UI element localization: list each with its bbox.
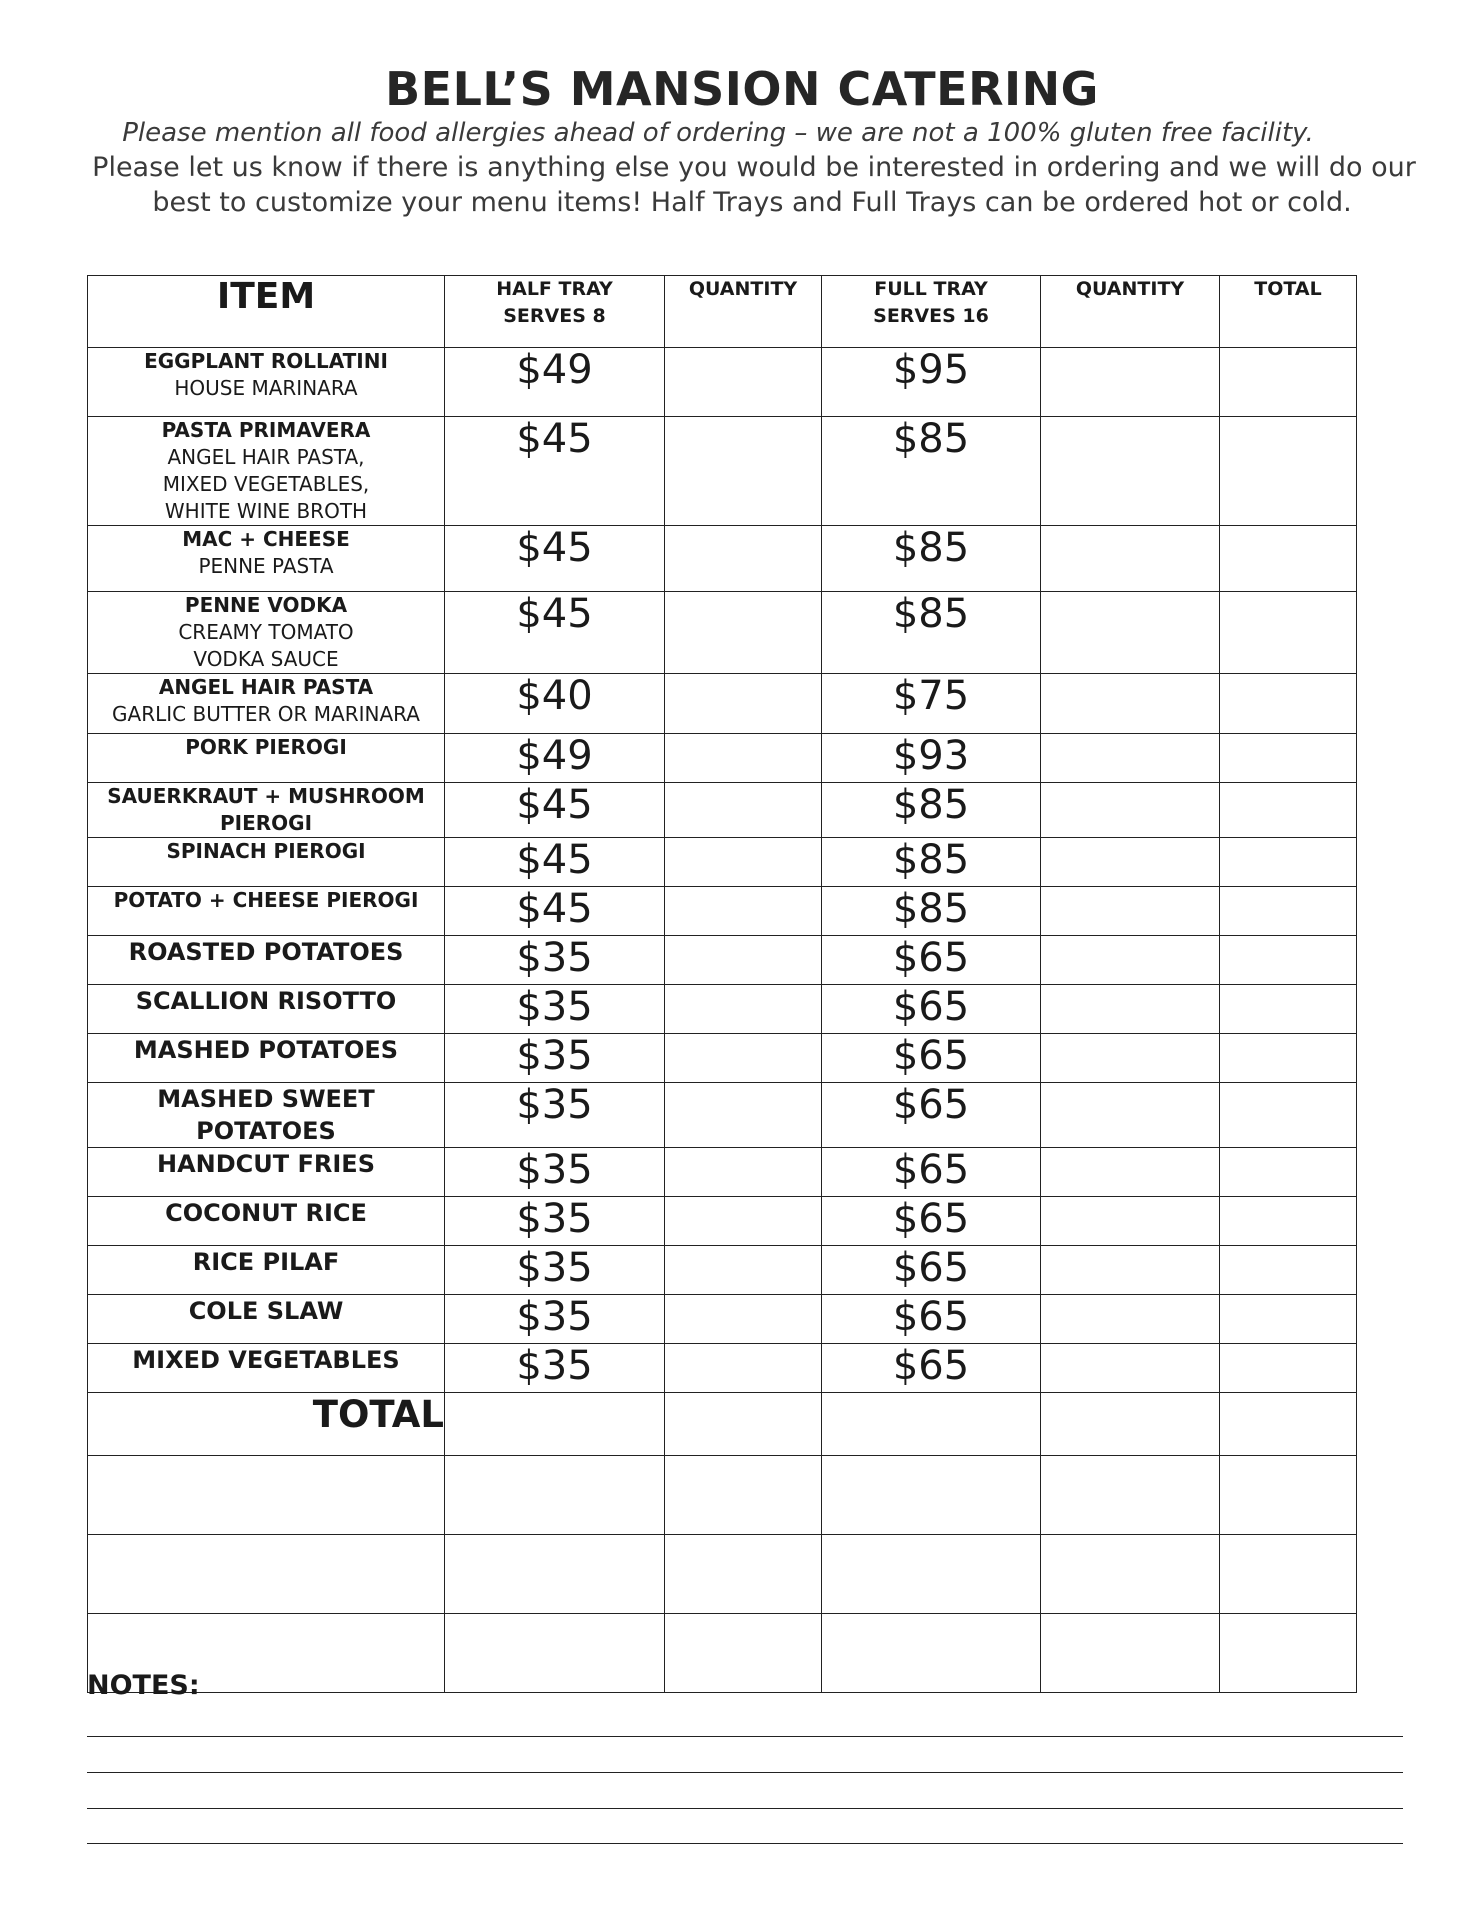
row-total-cell[interactable] [1220,734,1357,783]
half-tray-price: $35 [445,1246,665,1295]
item-cell [88,1034,445,1083]
half-tray-serves: SERVES 8 [503,305,606,327]
blank-cell[interactable] [1041,1614,1220,1693]
full-tray-price: $65 [822,1246,1041,1295]
item-description: VODKA SAUCE [193,647,339,671]
half-tray-quantity-cell[interactable] [665,348,822,417]
row-total-cell[interactable] [1220,417,1357,526]
item-description: ANGEL HAIR PASTA, [167,445,365,469]
row-total-cell[interactable] [1220,1148,1357,1197]
half-tray-quantity-cell[interactable] [665,1148,822,1197]
item-name: COCONUT RICE [165,1199,367,1227]
table-row [88,1344,1357,1393]
column-header-total: TOTAL [1220,276,1357,348]
half-tray-price: $35 [445,1148,665,1197]
item-cell [88,1083,445,1148]
full-tray-price: $85 [822,526,1041,592]
row-total-cell[interactable] [1220,1344,1357,1393]
table-row [88,1295,1357,1344]
blank-cell[interactable] [1220,1614,1357,1693]
half-tray-price: $35 [445,1295,665,1344]
item-cell [88,936,445,985]
row-total-cell[interactable] [1220,936,1357,985]
table-row [88,348,1357,417]
full-tray-quantity-cell[interactable] [1041,1083,1220,1148]
full-tray-quantity-cell[interactable] [1041,838,1220,887]
item-name: RICE PILAF [192,1248,340,1276]
item-description: MIXED VEGETABLES, [162,472,370,496]
table-row [88,1197,1357,1246]
item-cell [88,734,445,783]
item-cell [88,1197,445,1246]
table-row [88,985,1357,1034]
half-tray-quantity-cell[interactable] [665,674,822,734]
half-tray-quantity-cell[interactable] [665,526,822,592]
item-cell [88,838,445,887]
blank-cell[interactable] [88,1456,445,1535]
half-tray-price: $45 [445,838,665,887]
item-name: ROASTED POTATOES [128,938,404,966]
row-total-cell[interactable] [1220,1034,1357,1083]
item-cell [88,526,445,592]
half-tray-price: $35 [445,1034,665,1083]
item-cell [88,1295,445,1344]
item-name: PENNE VODKA [184,593,348,617]
total-quantity-full-cell[interactable] [1041,1393,1220,1456]
blank-cell[interactable] [88,1535,445,1614]
full-tray-quantity-cell[interactable] [1041,1197,1220,1246]
item-name: MASHED POTATOES [133,1036,399,1064]
page-title: BELL’S MANSION CATERING [385,62,1099,116]
notes-label: NOTES: [87,1670,200,1701]
full-tray-label: FULL TRAY [874,278,988,300]
item-cell [88,1344,445,1393]
full-tray-price: $85 [822,887,1041,936]
half-tray-quantity-cell[interactable] [665,1246,822,1295]
half-tray-quantity-cell[interactable] [665,1197,822,1246]
notes-line[interactable] [87,1772,1403,1773]
item-name: MIXED VEGETABLES [132,1346,400,1374]
row-total-cell[interactable] [1220,985,1357,1034]
item-cell [88,348,445,417]
table-row [88,1148,1357,1197]
item-cell [88,592,445,674]
full-tray-price: $85 [822,783,1041,838]
blank-row [88,1456,1357,1535]
column-header-half-tray [445,276,665,348]
row-total-cell[interactable] [1220,1197,1357,1246]
half-tray-quantity-cell[interactable] [665,734,822,783]
table-row [88,674,1357,734]
full-tray-price: $65 [822,1344,1041,1393]
total-total-cell[interactable] [1220,1393,1357,1456]
blank-cell[interactable] [1220,1535,1357,1614]
half-tray-price: $45 [445,526,665,592]
row-total-cell[interactable] [1220,1246,1357,1295]
full-tray-quantity-cell[interactable] [1041,1034,1220,1083]
half-tray-quantity-cell[interactable] [665,1083,822,1148]
row-total-cell[interactable] [1220,887,1357,936]
order-table [87,275,1357,1693]
full-tray-price: $75 [822,674,1041,734]
full-tray-quantity-cell[interactable] [1041,1344,1220,1393]
half-tray-quantity-cell[interactable] [665,838,822,887]
blank-cell[interactable] [665,1456,822,1535]
item-description: WHITE WINE BROTH [164,499,368,523]
full-tray-quantity-cell[interactable] [1041,417,1220,526]
table-header-row [88,276,1357,348]
blank-cell[interactable] [1041,1456,1220,1535]
item-cell [88,674,445,734]
column-header-item: ITEM [88,276,445,348]
full-tray-quantity-cell[interactable] [1041,674,1220,734]
table-row [88,526,1357,592]
total-quantity-half-cell[interactable] [665,1393,822,1456]
half-tray-quantity-cell[interactable] [665,1344,822,1393]
item-name: EGGPLANT ROLLATINI [144,349,388,373]
item-cell [88,417,445,526]
custom-note-line-1: Please let us know if there is anything else you would be interested in ordering and we will do our [92,152,1416,183]
item-name: HANDCUT FRIES [157,1150,375,1178]
row-total-cell[interactable] [1220,348,1357,417]
full-tray-price: $95 [822,348,1041,417]
full-tray-price: $65 [822,1295,1041,1344]
item-description: GARLIC BUTTER OR MARINARA [112,702,420,726]
row-total-cell[interactable] [1220,592,1357,674]
row-total-cell[interactable] [1220,1295,1357,1344]
full-tray-quantity-cell[interactable] [1041,592,1220,674]
item-name: ANGEL HAIR PASTA [158,675,374,699]
table-row [88,1246,1357,1295]
half-tray-price: $35 [445,985,665,1034]
total-half-cell[interactable] [445,1393,665,1456]
item-cell [88,887,445,936]
item-name: SPINACH PIEROGI [166,839,366,863]
half-tray-price: $45 [445,887,665,936]
full-tray-price: $93 [822,734,1041,783]
full-tray-quantity-cell[interactable] [1041,1246,1220,1295]
table-row [88,783,1357,838]
allergy-note: Please mention all food allergies ahead of ordering – we are not a 100% gluten free facility. [122,118,1314,148]
blank-row [88,1535,1357,1614]
item-description: HOUSE MARINARA [174,376,358,400]
half-tray-price: $49 [445,348,665,417]
blank-cell[interactable] [445,1614,665,1693]
full-tray-serves: SERVES 16 [873,305,989,327]
half-tray-price: $45 [445,783,665,838]
full-tray-price: $85 [822,592,1041,674]
half-tray-quantity-cell[interactable] [665,936,822,985]
table-row [88,1083,1357,1148]
table-row [88,592,1357,674]
custom-note-line-2: best to customize your menu items! Half Trays and Full Trays can be ordered hot or cold. [152,187,1352,218]
half-tray-price: $45 [445,417,665,526]
table-row [88,838,1357,887]
half-tray-quantity-cell[interactable] [665,985,822,1034]
item-name: COLE SLAW [188,1297,344,1325]
item-cell [88,1148,445,1197]
blank-cell[interactable] [822,1535,1041,1614]
table-row [88,734,1357,783]
item-cell [88,783,445,838]
full-tray-quantity-cell[interactable] [1041,348,1220,417]
item-name: POTATO + CHEESE PIEROGI [113,888,419,912]
item-description: CREAMY TOMATO [178,620,354,644]
item-name: SCALLION RISOTTO [135,987,397,1015]
half-tray-price: $40 [445,674,665,734]
row-total-cell[interactable] [1220,783,1357,838]
blank-cell[interactable] [822,1456,1041,1535]
full-tray-quantity-cell[interactable] [1041,1148,1220,1197]
item-name: MASHED SWEET POTATOES [157,1085,375,1145]
item-description: PENNE PASTA [198,554,334,578]
full-tray-price: $65 [822,1083,1041,1148]
blank-cell[interactable] [445,1456,665,1535]
half-tray-quantity-cell[interactable] [665,1295,822,1344]
full-tray-quantity-cell[interactable] [1041,734,1220,783]
item-cell [88,1246,445,1295]
full-tray-quantity-cell[interactable] [1041,936,1220,985]
half-tray-price: $35 [445,936,665,985]
blank-cell[interactable] [822,1614,1041,1693]
half-tray-price: $35 [445,1197,665,1246]
table-row [88,417,1357,526]
column-header-full-tray [822,276,1041,348]
item-name: PASTA PRIMAVERA [161,418,371,442]
full-tray-price: $85 [822,417,1041,526]
item-cell [88,985,445,1034]
full-tray-price: $85 [822,838,1041,887]
full-tray-quantity-cell[interactable] [1041,526,1220,592]
blank-cell[interactable] [665,1535,822,1614]
full-tray-price: $65 [822,1034,1041,1083]
half-tray-quantity-cell[interactable] [665,783,822,838]
notes-line[interactable] [87,1808,1403,1809]
half-tray-quantity-cell[interactable] [665,592,822,674]
total-full-cell[interactable] [822,1393,1041,1456]
notes-line[interactable] [87,1736,1403,1737]
half-tray-quantity-cell[interactable] [665,1034,822,1083]
table-row [88,936,1357,985]
column-header-quantity-full: QUANTITY [1041,276,1220,348]
full-tray-price: $65 [822,936,1041,985]
item-name: MAC + CHEESE [182,527,350,551]
half-tray-quantity-cell[interactable] [665,417,822,526]
half-tray-quantity-cell[interactable] [665,887,822,936]
full-tray-price: $65 [822,985,1041,1034]
blank-cell[interactable] [665,1614,822,1693]
notes-line[interactable] [87,1843,1403,1844]
table-row [88,887,1357,936]
half-tray-price: $35 [445,1344,665,1393]
column-header-quantity-half: QUANTITY [665,276,822,348]
half-tray-price: $49 [445,734,665,783]
full-tray-price: $65 [822,1197,1041,1246]
blank-row [88,1614,1357,1693]
full-tray-price: $65 [822,1148,1041,1197]
row-total-cell[interactable] [1220,1083,1357,1148]
blank-cell[interactable] [1220,1456,1357,1535]
item-name: PORK PIEROGI [185,735,347,759]
row-total-cell[interactable] [1220,526,1357,592]
table-row [88,1034,1357,1083]
total-label: TOTAL [88,1393,445,1456]
blank-cell[interactable] [1041,1535,1220,1614]
full-tray-quantity-cell[interactable] [1041,985,1220,1034]
full-tray-quantity-cell[interactable] [1041,887,1220,936]
blank-cell[interactable] [445,1535,665,1614]
half-tray-price: $45 [445,592,665,674]
row-total-cell[interactable] [1220,674,1357,734]
row-total-cell[interactable] [1220,838,1357,887]
total-row [88,1393,1357,1456]
full-tray-quantity-cell[interactable] [1041,783,1220,838]
item-name: SAUERKRAUT + MUSHROOM PIEROGI [107,784,425,835]
half-tray-label: HALF TRAY [496,278,613,300]
half-tray-price: $35 [445,1083,665,1148]
full-tray-quantity-cell[interactable] [1041,1295,1220,1344]
